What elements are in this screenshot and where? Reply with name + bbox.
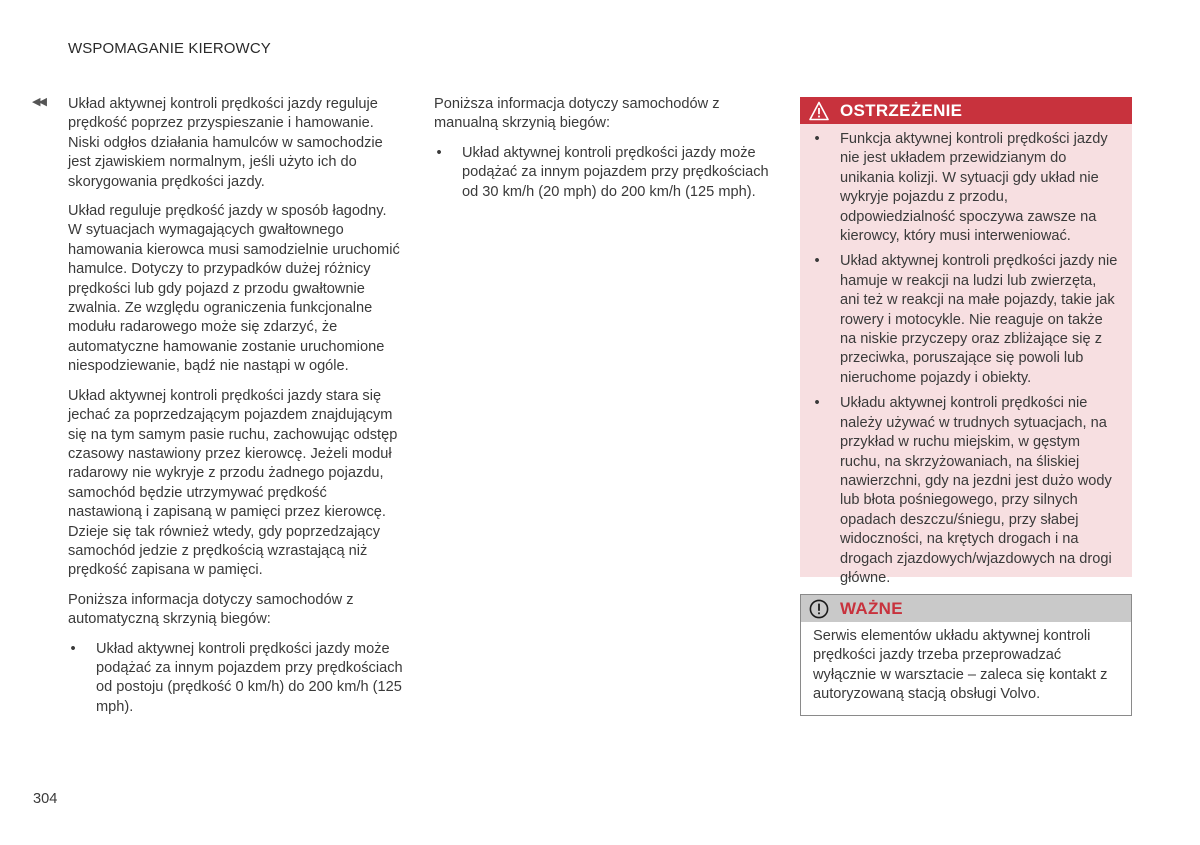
important-title: WAŻNE <box>840 598 903 618</box>
list-item-text: Układ aktywnej kontroli prędkości jazdy może podążać za innym pojazdem przy prędkościach od postoju (prędkość 0 km/h) do 200 km/h (125 mph). <box>96 640 403 715</box>
list-item-text: Układu aktywnej kontroli prędkości nie należy używać w trudnych sytuacjach, na przykład w ruchu miejskim, w gęstym ruchu, na skrzyżowaniach, na śliskiej nawierzchni, gdy na jezdni jest dużo wody lub błota pośniegowego, przy silnych opadach deszczu/śniegu, przy słabej widoczności, na krętych drogach i na drogach zjazdowych/wjazdowych na drogi główne. <box>840 395 1112 586</box>
list-item <box>68 640 403 718</box>
bullet-icon: • <box>814 253 820 270</box>
list-item <box>812 130 1118 246</box>
important-text: Serwis elementów układu aktywnej kontroli prędkości jazdy trzeba przeprowadzać wyłącznie w warsztacie – zaleca się kontakt z autoryzowaną stacją obsługi Volvo. <box>813 628 1108 703</box>
bullet-icon: • <box>70 640 76 657</box>
continuation-marker-icon: ◀◀ <box>32 96 45 108</box>
paragraph: Układ aktywnej kontroli prędkości jazdy reguluje prędkość poprzez przyspieszanie i hamowanie. Niski odgłos działania hamulców w samochodzie jest zjawiskiem normalnym, jeśli użyto ich do skorygowania prędkości jazdy. <box>68 96 383 190</box>
paragraph: Układ reguluje prędkość jazdy w sposób łagodny. W sytuacjach wymagających gwałtownego hamowania kierowca musi samodzielnie uruchomić hamulce. Dotyczy to przypadków dużej różnicy prędkości lub gdy pojazd z przodu gwałtownie zwalnia. Ze względu ograniczenia funkcjonalne modułu radarowego może się zdarzyć, że automatyczne hamowanie zostanie uruchomione niespodziewanie, bądź nie nastąpi w ogóle. <box>68 203 400 375</box>
list-item <box>434 144 769 202</box>
list-item-text: Układ aktywnej kontroli prędkości jazdy może podążać za innym pojazdem przy prędkościach od 30 km/h (20 mph) do 200 km/h (125 mph). <box>462 144 769 200</box>
page-header: WSPOMAGANIE KIEROWCY <box>68 40 271 57</box>
paragraph: Poniższa informacja dotyczy samochodów z automatyczną skrzynią biegów: <box>68 591 354 628</box>
list-item-text: Układ aktywnej kontroli prędkości jazdy nie hamuje w reakcji na ludzi lub zwierzęta, ani też w reakcji na małe pojazdy, takie jak rowery i motocykle. Nie reaguje on także na niskie przyczepy oraz zbliżające się z przeciwka, poruszające się powoli lub nieruchome pojazdy i obiekty. <box>840 253 1118 386</box>
warning-box <box>800 97 1132 586</box>
warning-triangle-icon <box>809 101 829 121</box>
paragraph: Układ aktywnej kontroli prędkości jazdy stara się jechać za poprzedzającym pojazdem znajdującym się na tym samym pasie ruchu, zachowując odstęp czasowy nastawiony przez kierowcę. Jeżeli moduł radarowy nie wykryje z przodu żadnego pojazdu, samochód będzie utrzymywać prędkość nastawioną i zapisaną w pamięci przez kierowcę. Dzieje się tak również wtedy, gdy poprzedzający samochód jedzie z prędkością wzrastającą niż prędkość zapisana w pamięci. <box>68 387 398 579</box>
important-header <box>801 595 1131 622</box>
bullet-icon: • <box>436 144 442 161</box>
list-item <box>812 252 1118 388</box>
warning-body <box>800 124 1132 588</box>
bullet-icon: • <box>814 395 820 412</box>
warning-header <box>800 97 1132 124</box>
warning-title: OSTRZEŻENIE <box>840 100 963 120</box>
important-box <box>800 594 1132 716</box>
bullet-list <box>68 640 403 718</box>
column-left <box>68 95 403 725</box>
page-number: 304 <box>33 791 58 807</box>
paragraph: Poniższa informacja dotyczy samochodów z manualną skrzynią biegów: <box>434 96 720 132</box>
warning-list <box>812 130 1118 588</box>
bullet-list <box>434 144 769 202</box>
list-item-text: Funkcja aktywnej kontroli prędkości jazdy nie jest układem przewidzianym do unikania kolizji. W sytuacji gdy układ nie wykryje pojazdu z przodu, odpowiedzialność spoczywa zawsze na kierowcy, który musi interweniować. <box>840 131 1108 245</box>
list-item <box>812 394 1118 588</box>
column-middle <box>434 95 769 210</box>
exclamation-circle-icon <box>809 599 829 619</box>
bullet-icon: • <box>814 131 820 147</box>
